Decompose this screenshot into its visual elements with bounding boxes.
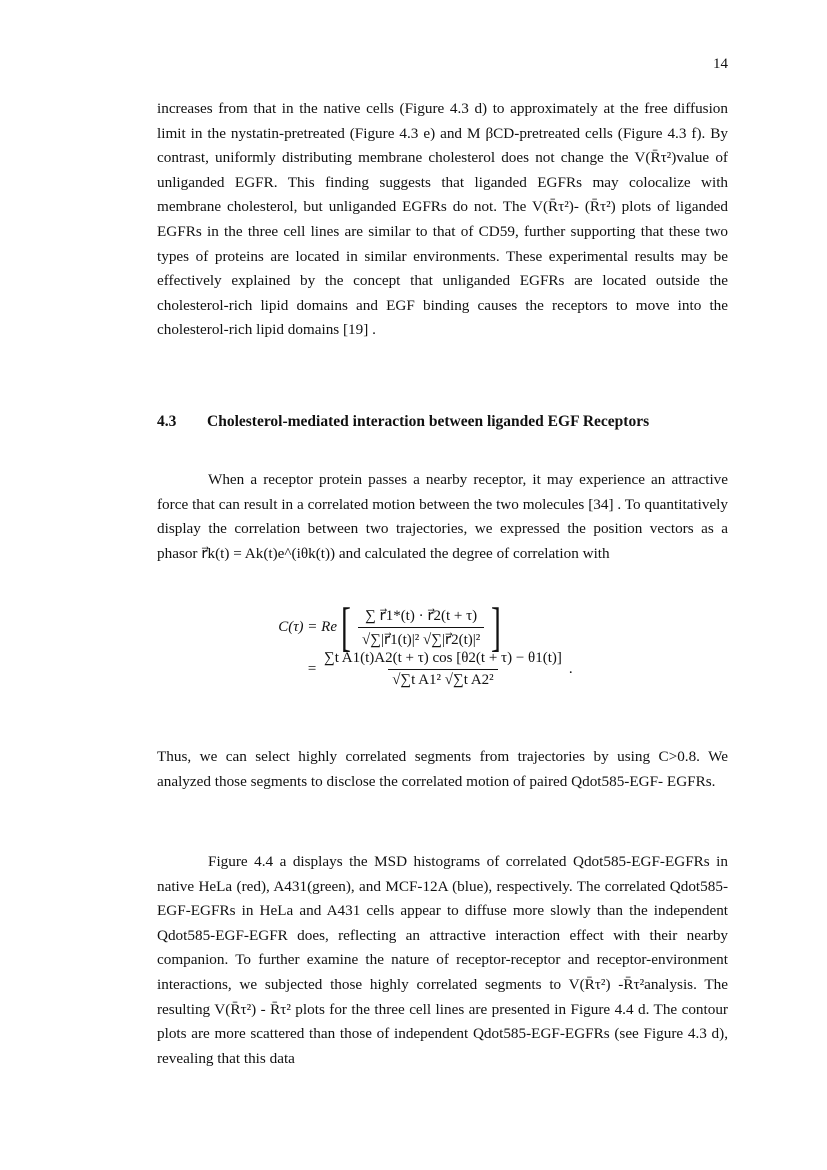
paragraph-4: Figure 4.4 a displays the MSD histograms of correlated Qdot585-EGF-EGFRs in native HeLa (red), A431(green), and MCF-12A (blue), respectively. The correlated Qdot585-EGF-EGFRs in HeLa and A431 cells appear to diffuse more slowly than the independent Qdot585-EGF-EGFR does, reflecting an attractive interaction effect with their nearby companion. To further examine the nature of receptor-receptor and receptor-environment interactions, we subjected those highly correlated segments to V(R̄τ²) -R̄τ²analysis. The resulting V(R̄τ²) - R̄τ² plots for the three cell lines are presented in Figure 4.4 d. The contour plots are more scattered than those of independent Qdot585-EGF-EGFRs (see Figure 4.3 d), revealing that this data (157, 853, 729, 1067)
left-bracket: [ (341, 597, 351, 657)
fraction-1: $\frac{\sum r⃗1*(t) \cdot r⃗2(t + \tau)}{\text{√∑|r⃗1(t)|² √∑|r⃗2(t)|²}}$ (358, 606, 484, 649)
section-title: Cholesterol-mediated interaction between liganded EGF Receptors (207, 413, 650, 430)
paragraph-3: Thus, we can select highly correlated segments from trajectories by using C>0.8. We analyzed those segments to disclose the correlated motion of paired Qdot585-EGF- EGFRs. (157, 748, 728, 790)
section-heading (157, 413, 649, 431)
section-number: 4.3 (157, 413, 177, 430)
page-number: 14 (713, 56, 728, 72)
paragraph-1: increases from that in the native cells (Figure 4.3 d) to approximately at the free diffusion limit in the nystatin-pretreated (Figure 4.3 e) and M βCD-pretreated cells (Figure 4.3 f). By contrast, uniformly distributing membrane cholesterol does not change the V(R̄τ²)value of unliganded EGFR. This finding suggests that liganded EGFRs may colocalize with membrane cholesterol, but unliganded EGFRs do not. The V(R̄τ²)- (R̄τ²) plots of liganded EGFRs in the three cell lines are similar to that of CD59, further supporting that these two types of proteins are located in similar environments. These experimental results may be effectively explained by the concept that unliganded EGFRs are located outside the cholesterol-rich lipid domains and EGF binding causes the receptors to move into the cholesterol-rich lipid domains [19] . (157, 100, 729, 339)
fraction-2: $\frac{\text{∑t A1(t)A2(t + τ) cos [θ2(t + τ) − θ1(t)]}}{\text{√∑t A1² √∑t A2²}}$ (324, 650, 562, 688)
equation-lhs: C(τ) = Re (278, 618, 337, 635)
correlation-equation: C(τ) = Re [ $\frac{\sum r⃗1*(t) \cdot r⃗2(t + \tau)}{\text{√∑|r⃗1(t)|² √∑|r⃗2(t)|²}}$ ] = $\frac{\text{∑t A1(t)A2(t + τ) cos [θ2(t + τ) − θ1(t)]}}{\text{√∑t A1² √∑t A2²}}$ . (255, 600, 615, 689)
paragraph-2: When a receptor protein passes a nearby receptor, it may experience an attractive force that can result in a correlated motion between the two molecules [34] . To quantitatively display the correlation between two trajectories, we expressed the position vectors as a phasor r⃗k(t) = Ak(t)e^(iθk(t)) and calculated the degree of correlation with (157, 471, 729, 562)
right-bracket: ] (491, 597, 502, 657)
